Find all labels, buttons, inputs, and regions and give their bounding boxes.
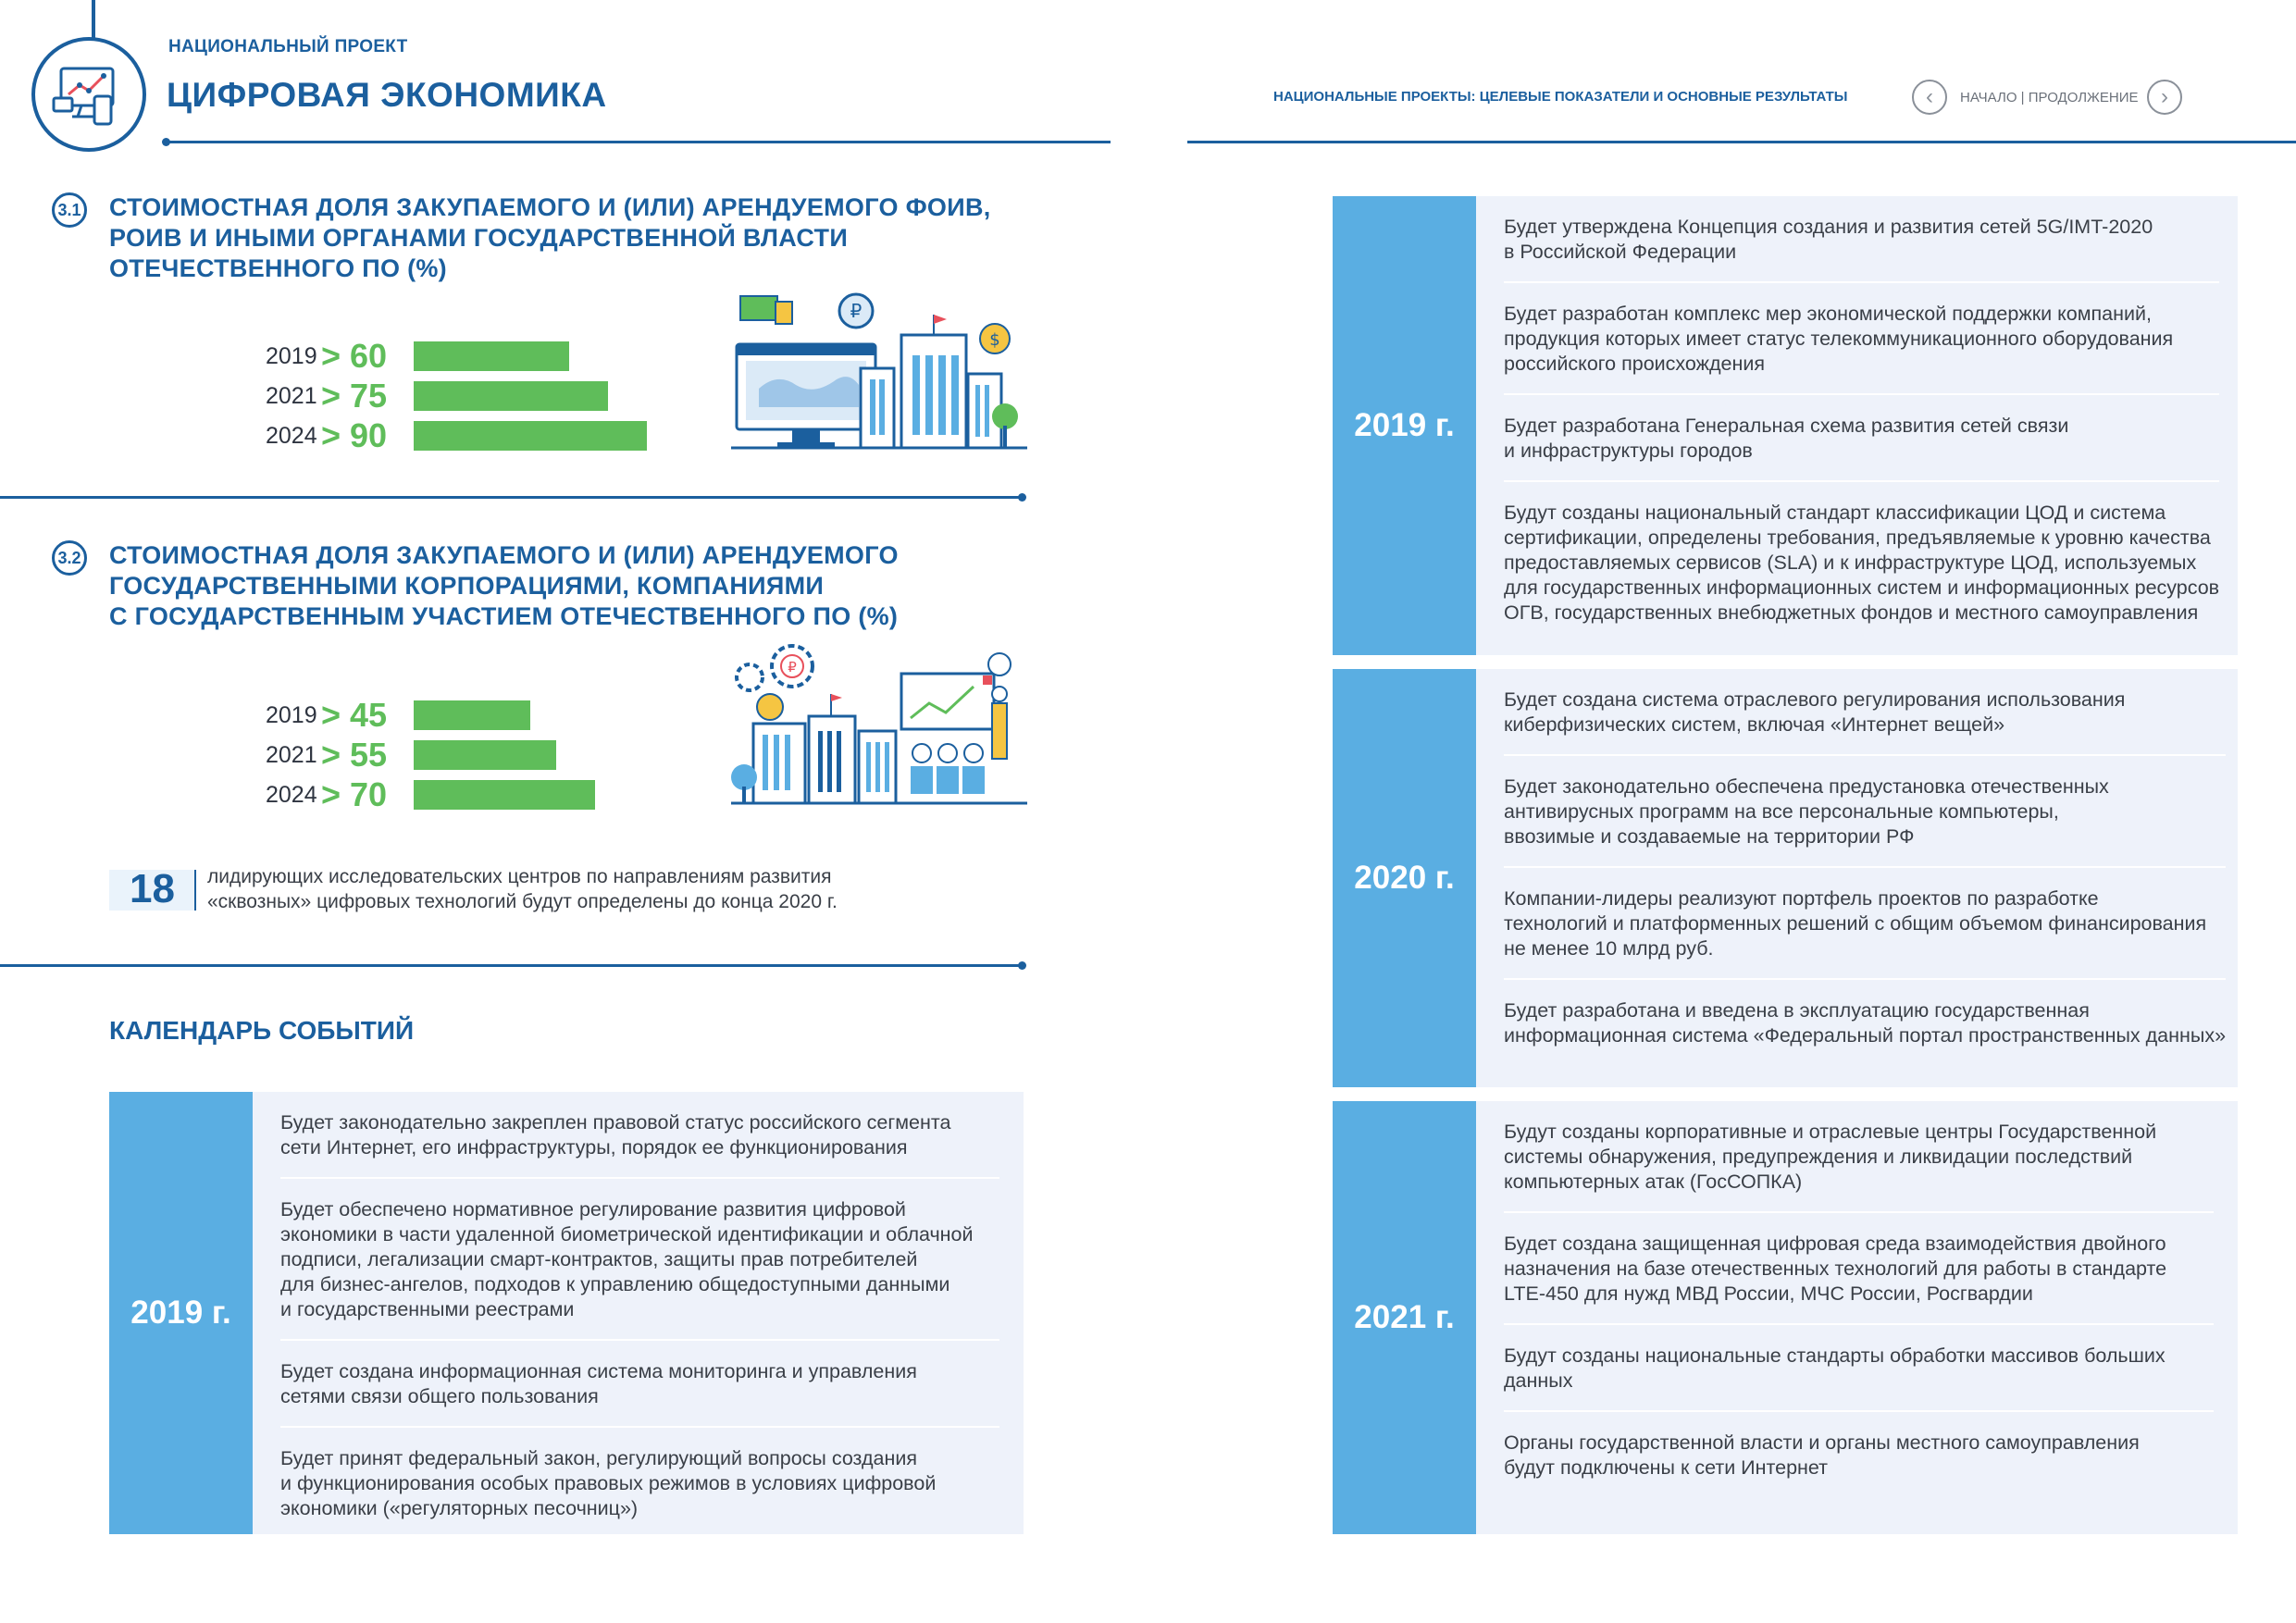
section-title-line: СТОИМОСТНАЯ ДОЛЯ ЗАКУПАЕМОГО И (ИЛИ) АРЕНДУЕМОГО	[109, 541, 899, 569]
timeline-item	[1504, 868, 2226, 980]
bar-year-label: 2019	[266, 342, 317, 369]
timeline-item	[1504, 395, 2219, 482]
svg-text:₽: ₽	[788, 659, 797, 675]
timeline-item-line: сертификации, определены требования, предъявляемые к уровню качества	[1504, 527, 2211, 549]
stat-divider	[194, 870, 196, 911]
timeline-item-line: ОГВ, государственных внебюджетных фондов и местного самоуправления	[1504, 601, 2199, 624]
timeline-item	[1504, 1325, 2214, 1412]
timeline-item-line: данных	[1504, 1369, 1573, 1392]
timeline-year: 2020 г.	[1333, 669, 1476, 1087]
timeline-item	[280, 1428, 999, 1538]
bar-year-label: 2021	[266, 741, 317, 768]
prev-page-button[interactable]	[1912, 80, 1947, 115]
timeline-item-line: информационная система «Федеральный портал пространственных данных»	[1504, 1024, 2227, 1047]
timeline-item	[1504, 196, 2219, 283]
bar-year-label: 2024	[266, 781, 317, 808]
timeline-item-line: Будет разработан комплекс мер экономической поддержки компаний,	[1504, 303, 2152, 325]
timeline-item-line: экономики («регуляторных песочниц»)	[280, 1497, 639, 1519]
calendar-title: КАЛЕНДАРЬ СОБЫТИЙ	[109, 1016, 415, 1045]
timeline-item-line: антивирусных программ на все персональные компьютеры,	[1504, 800, 2059, 823]
timeline-item-line: Будет законодательно закреплен правовой статус российского сегмента	[280, 1111, 951, 1134]
spread-title: НАЦИОНАЛЬНЫЕ ПРОЕКТЫ: ЦЕЛЕВЫЕ ПОКАЗАТЕЛИ И ОСНОВНЫЕ РЕЗУЛЬТАТЫ	[1273, 89, 1848, 105]
timeline-item	[1504, 1213, 2214, 1325]
timeline-item-line: Будет создана защищенная цифровая среда взаимодействия двойного	[1504, 1233, 2166, 1255]
bar-row	[266, 736, 595, 774]
nav-links[interactable]: НАЧАЛО | ПРОДОЛЖЕНИЕ	[1960, 90, 2139, 105]
timeline-item	[280, 1092, 999, 1179]
timeline-item	[1504, 756, 2226, 868]
timeline-item-line: сети Интернет, его инфраструктуры, порядок ее функционирования	[280, 1136, 908, 1158]
timeline-items	[1476, 196, 2243, 655]
timeline-item	[1504, 283, 2219, 395]
timeline-item	[280, 1341, 999, 1428]
timeline-item-line: российского происхождения	[1504, 353, 1766, 375]
timeline-items	[253, 1092, 1024, 1534]
bar-row	[266, 775, 595, 813]
stat-description-line: «сквозных» цифровых технологий будут определены до конца 2020 г.	[207, 891, 838, 912]
timeline-item-line: Будет разработана и введена в эксплуатацию государственная	[1504, 999, 2090, 1022]
timeline-item-line: и государственными реестрами	[280, 1298, 575, 1320]
timeline-item-line: Будут созданы корпоративные и отраслевые центры Государственной	[1504, 1121, 2157, 1143]
timeline-block-2019	[1333, 196, 2238, 655]
section-title-line: ГОСУДАРСТВЕННЫМИ КОРПОРАЦИЯМИ, КОМПАНИЯМИ	[109, 572, 825, 600]
timeline-item	[1504, 669, 2226, 756]
section-number-badge: 3.2	[52, 540, 87, 576]
timeline-item-line: компьютерных атак (ГосСОПКА)	[1504, 1171, 1803, 1193]
section-title-line: РОИВ И ИНЫМИ ОРГАНАМИ ГОСУДАРСТВЕННОЙ ВЛАСТИ	[109, 224, 849, 252]
next-page-button[interactable]	[2147, 80, 2182, 115]
bar	[414, 780, 595, 810]
bar-chart-3-1	[266, 337, 647, 460]
timeline-item-line: Будет законодательно обеспечена предустановка отечественных	[1504, 775, 2109, 798]
chevron-left-icon: ‹	[1926, 84, 1933, 109]
timeline-item-line: ввозимые и создаваемые на территории РФ	[1504, 825, 1915, 848]
corporations-illustration	[731, 638, 1027, 814]
timeline-item	[280, 1179, 999, 1341]
timeline-item	[1504, 482, 2219, 642]
timeline-item-line: Будут созданы национальный стандарт классификации ЦОД и система	[1504, 502, 2166, 524]
timeline-item-line: Компании-лидеры реализуют портфель проектов по разработке	[1504, 887, 2099, 910]
header-vertical-line	[92, 0, 95, 41]
timeline-item-line: сетями связи общего пользования	[280, 1385, 599, 1407]
section-title-line: СТОИМОСТНАЯ ДОЛЯ ЗАКУПАЕМОГО И (ИЛИ) АРЕНДУЕМОГО ФОИВ,	[109, 193, 991, 221]
bar-value-label: > 55	[321, 736, 388, 774]
timeline-items	[1476, 669, 2250, 1087]
bar-year-label: 2021	[266, 382, 317, 409]
timeline-item-line: предоставляемых сервисов (SLA) и к инфраструктуре ЦОД, используемых	[1504, 551, 2197, 574]
header-kicker: НАЦИОНАЛЬНЫЙ ПРОЕКТ	[168, 37, 408, 56]
bar-year-label: 2019	[266, 701, 317, 728]
digital-economy-icon	[35, 41, 143, 148]
section-title	[109, 540, 899, 632]
stat-number: 18	[130, 866, 175, 911]
timeline-year: 2019 г.	[109, 1092, 253, 1534]
timeline-item-line: и инфраструктуры городов	[1504, 440, 1753, 462]
header-rule-right	[1187, 141, 2296, 143]
timeline-item-line: для бизнес-ангелов, подходов к управлению общедоступными данными	[280, 1273, 950, 1295]
bar-year-label: 2024	[266, 422, 317, 449]
section-divider	[0, 496, 1022, 499]
bar-value-label: > 75	[321, 377, 388, 415]
timeline-block-2021	[1333, 1101, 2238, 1534]
section-title-line: ОТЕЧЕСТВЕННОГО ПО (%)	[109, 254, 447, 282]
timeline-item-line: для государственных информационных систем и информационных ресурсов	[1504, 576, 2220, 599]
stat-description	[207, 864, 838, 914]
timeline-item-line: Будет утверждена Концепция создания и развития сетей 5G/IMT-2020	[1504, 216, 2153, 238]
chevron-right-icon: ›	[2161, 84, 2168, 109]
bar-value-label: > 70	[321, 775, 388, 813]
timeline-item-line: в Российской Федерации	[1504, 241, 1737, 263]
bar-row	[266, 696, 595, 734]
timeline-item-line: Будут созданы национальные стандарты обработки массивов больших	[1504, 1344, 2166, 1367]
bar-row	[266, 416, 647, 454]
government-buildings-illustration	[731, 278, 1027, 458]
project-logo	[31, 37, 146, 152]
section-title-line: С ГОСУДАРСТВЕННЫМ УЧАСТИЕМ ОТЕЧЕСТВЕННОГО ПО (%)	[109, 602, 899, 630]
timeline-item-line: не менее 10 млрд руб.	[1504, 937, 1714, 960]
timeline-item-line: Органы государственной власти и органы местного самоуправления	[1504, 1431, 2140, 1454]
timeline-item-line: Будет разработана Генеральная схема развития сетей связи	[1504, 415, 2069, 437]
timeline-item-line: Будет создана информационная система мониторинга и управления	[280, 1360, 917, 1382]
timeline-year: 2021 г.	[1333, 1101, 1476, 1534]
timeline-item-line: LTE-450 для нужд МВД России, МЧС России, Росгвардии	[1504, 1282, 2033, 1305]
section-number-badge: 3.1	[52, 192, 87, 228]
stat-description-line: лидирующих исследовательских центров по направлениям развития	[207, 866, 832, 887]
timeline-year: 2019 г.	[1333, 196, 1476, 655]
bar-value-label: > 90	[321, 416, 388, 454]
bar-value-label: > 45	[321, 696, 388, 734]
section-title	[109, 192, 991, 284]
timeline-item-line: Будет обеспечено нормативное регулирование развития цифровой	[280, 1198, 906, 1220]
bar	[414, 700, 530, 730]
bar	[414, 421, 647, 451]
timeline-block-2020	[1333, 669, 2238, 1087]
timeline-item	[1504, 980, 2226, 1065]
timeline-item-line: продукция которых имеет статус телекоммуникационного оборудования	[1504, 328, 2174, 350]
bar-value-label: > 60	[321, 337, 388, 375]
timeline-item-line: экономики в части удаленной биометрической идентификации и облачной	[280, 1223, 974, 1245]
svg-text:₽: ₽	[850, 300, 863, 322]
timeline-item-line: назначения на базе отечественных технологий для работы в стандарте	[1504, 1258, 2167, 1280]
timeline-item-line: будут подключены к сети Интернет	[1504, 1456, 1828, 1479]
timeline-items	[1476, 1101, 2238, 1534]
page-title: ЦИФРОВАЯ ЭКОНОМИКА	[167, 76, 607, 114]
timeline-item-line: и функционирования особых правовых режимов в условиях цифровой	[280, 1472, 937, 1494]
section-divider	[0, 964, 1022, 967]
bar-row	[266, 337, 647, 375]
timeline-item-line: киберфизических систем, включая «Интернет вещей»	[1504, 713, 2005, 736]
bar	[414, 740, 556, 770]
bar	[414, 381, 608, 411]
timeline-item-line: подписи, легализации смарт-контрактов, защиты прав потребителей	[280, 1248, 918, 1270]
timeline-item	[1504, 1101, 2214, 1213]
bar-chart-3-2	[266, 696, 595, 819]
timeline-item-line: технологий и платформенных решений с общим объемом финансирования	[1504, 912, 2207, 935]
timeline-item-line: Будет принят федеральный закон, регулирующий вопросы создания	[280, 1447, 917, 1469]
timeline-item	[1504, 1412, 2214, 1497]
header-rule-left	[167, 141, 1111, 143]
timeline-block-2019-left	[109, 1092, 1024, 1534]
timeline-item-line: Будет создана система отраслевого регулирования использования	[1504, 688, 2126, 711]
bar-row	[266, 377, 647, 415]
svg-text:$: $	[989, 330, 1000, 350]
bar	[414, 341, 569, 371]
timeline-item-line: системы обнаружения, предупреждения и ликвидации последствий	[1504, 1146, 2133, 1168]
